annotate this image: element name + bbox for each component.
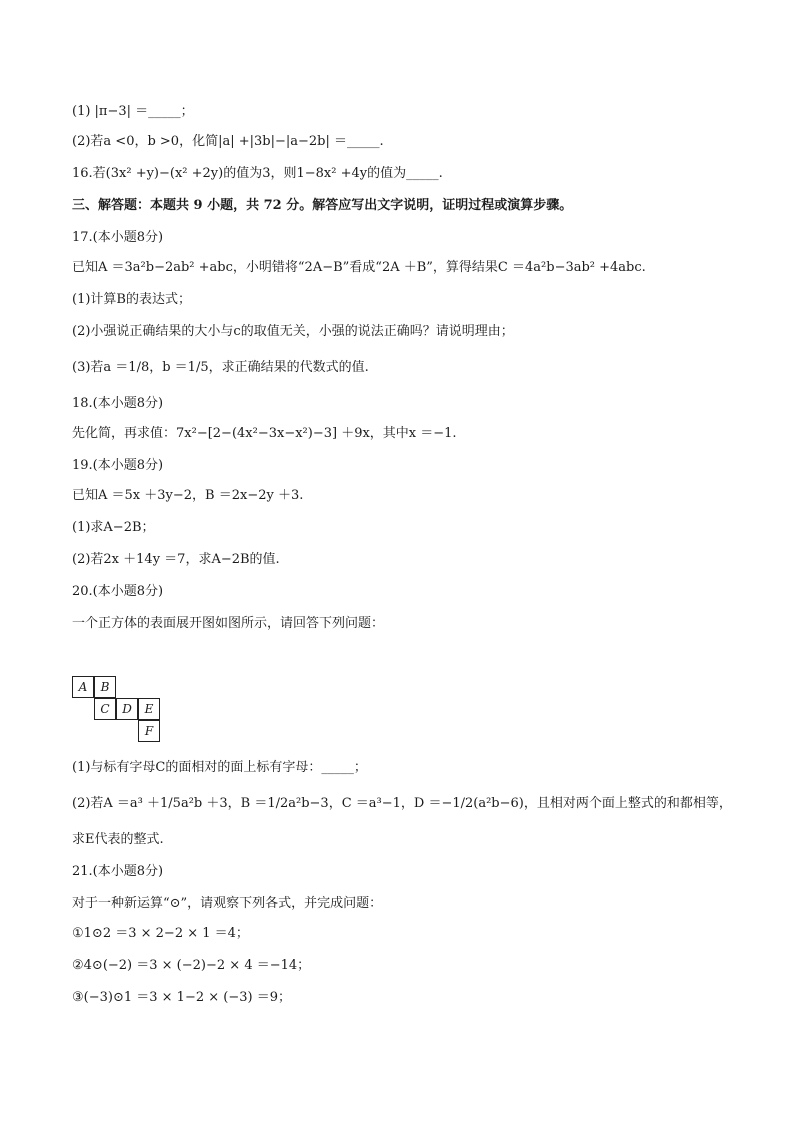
q19-part2: (2)若2x ＋14y ＝7，求A−2B的值.	[72, 552, 280, 567]
q16: 16.若(3x² +y)−(x² +2y)的值为3，则1−8x² +4y的值为_____.	[72, 166, 443, 181]
q20-part2: (2)若A ＝a³ ＋1/5a²b ＋3，B ＝1/2a²b−3，C ＝a³−1，D ＝−1/2(a²b−6)，且相对两个面上整式的和都相等，	[72, 796, 732, 811]
q18-stem: 先化简，再求值：7x²−[2−(4x²−3x−x²)−3] ＋9x，其中x ＝−1.	[72, 426, 457, 441]
q20-header: 20.(本小题8分)	[72, 584, 164, 599]
q15-part1: (1) |π−3| ＝_____；	[72, 104, 194, 119]
q17-part1: (1)计算B的表达式；	[72, 292, 191, 307]
net-cell-d: D	[116, 698, 138, 720]
section-heading: 三、解答题：本题共 9 小题，共 72 分。解答应写出文字说明，证明过程或演算步骤。	[72, 198, 573, 213]
q17-header: 17.(本小题8分)	[72, 230, 164, 245]
q20-part1: (1)与标有字母C的面相对的面上标有字母：_____；	[72, 760, 367, 775]
q17-part3: (3)若a ＝1/8，b ＝1/5，求正确结果的代数式的值.	[72, 360, 369, 375]
q21-stem: 对于一种新运算“⊙”，请观察下列各式，并完成问题：	[72, 896, 383, 911]
q17-part2: (2)小强说正确结果的大小与c的取值无关，小强的说法正确吗？请说明理由；	[72, 324, 514, 339]
q21-header: 21.(本小题8分)	[72, 864, 164, 879]
q21-example1: ①1⊙2 ＝3 × 2−2 × 1 ＝4；	[72, 926, 249, 941]
q18-header: 18.(本小题8分)	[72, 396, 164, 411]
net-cell-e: E	[138, 698, 160, 720]
net-cell-a: A	[72, 676, 94, 698]
q19-header: 19.(本小题8分)	[72, 458, 164, 473]
net-cell-b: B	[94, 676, 116, 698]
q21-example2: ②4⊙(−2) ＝3 × (−2)−2 × 4 ＝−14；	[72, 958, 311, 973]
net-cell-f: F	[138, 720, 160, 742]
net-cell-c: C	[94, 698, 116, 720]
q21-example3: ③(−3)⊙1 ＝3 × 1−2 × (−3) ＝9；	[72, 990, 291, 1005]
q20-part2-cont: 求E代表的整式.	[72, 832, 164, 847]
cube-net-figure	[72, 676, 168, 744]
q19-part1: (1)求A−2B；	[72, 520, 155, 535]
q19-stem: 已知A ＝5x ＋3y−2，B ＝2x−2y ＋3.	[72, 488, 304, 503]
q15-part2: (2)若a <0，b >0，化简|a| +|3b|−|a−2b| ＝_____.	[72, 134, 384, 149]
q17-stem: 已知A ＝3a²b−2ab² +abc，小明错将“2A−B”看成“2A ＋B”，算得结果C ＝4a²b−3ab² +4abc.	[72, 260, 646, 275]
q20-stem: 一个正方体的表面展开图如图所示，请回答下列问题：	[72, 616, 385, 631]
